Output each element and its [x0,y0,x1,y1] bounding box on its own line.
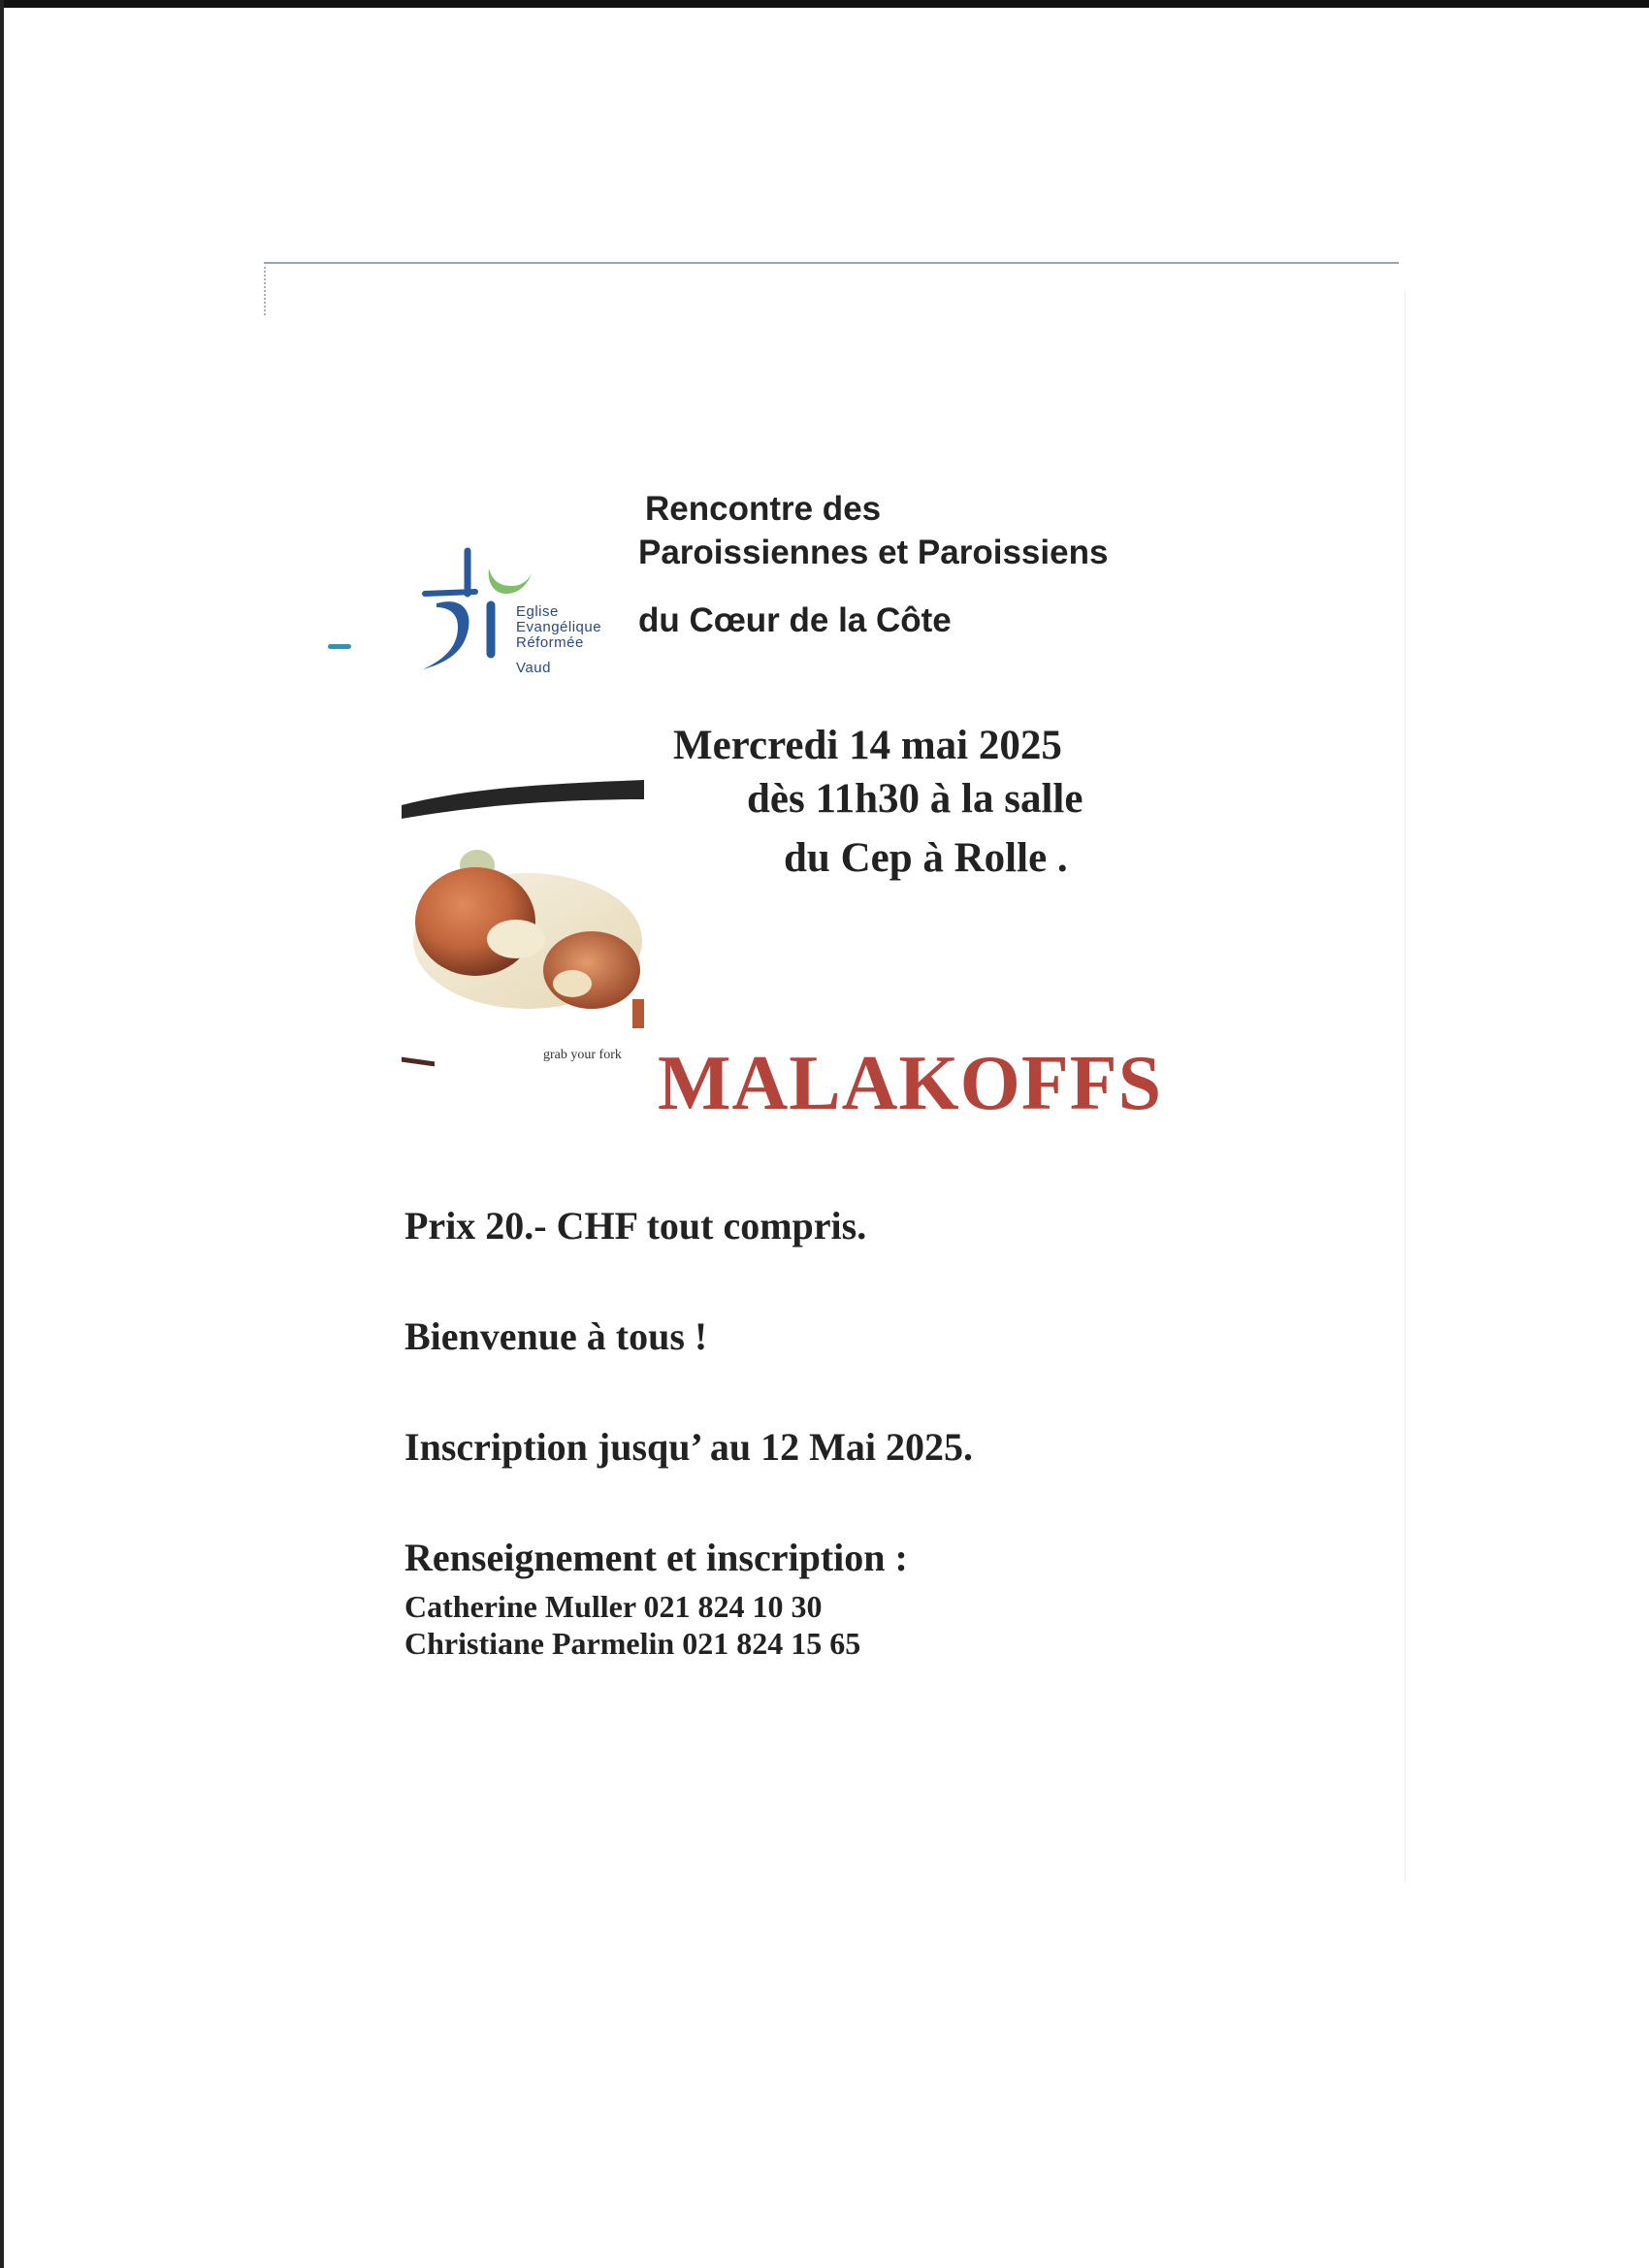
contact-person-1: Catherine Muller 021 824 10 30 [404,1589,823,1624]
malakoff-photo [402,776,644,1067]
deadline-text: Inscription jusqu’ au 12 Mai 2025. [404,1425,974,1469]
welcome-text: Bienvenue à tous ! [404,1314,708,1358]
page-rule [264,262,1399,264]
contact-person-2: Christiane Parmelin 021 824 15 65 [404,1626,861,1661]
scan-speck [328,644,351,649]
scan-border-left [0,0,4,2268]
header-line-3: du Cœur de la Côte [638,601,952,639]
photo-caption: grab your fork [543,1048,622,1062]
contact-heading: Renseignement et inscription : [404,1536,908,1579]
page-edge [1405,291,1406,1882]
logo-line-2: Evangélique [516,619,602,635]
header-line-2: Paroissiennes et Paroissiens [638,534,1109,571]
scan-border-top [0,0,1649,8]
logo-line-3: Réformée [516,634,584,651]
logo-line-4: Vaud [516,660,551,676]
scan-mark [264,267,268,315]
church-logo-text [516,604,601,676]
event-location: du Cep à Rolle . [784,835,1068,881]
logo-line-1: Eglise [516,603,559,620]
header-line-1: Rencontre des [645,490,882,528]
price-text: Prix 20.- CHF tout compris. [404,1204,867,1247]
event-time-place: dès 11h30 à la salle [747,776,1083,822]
menu-title: MALAKOFFS [658,1041,1163,1126]
event-date: Mercredi 14 mai 2025 [673,723,1062,768]
